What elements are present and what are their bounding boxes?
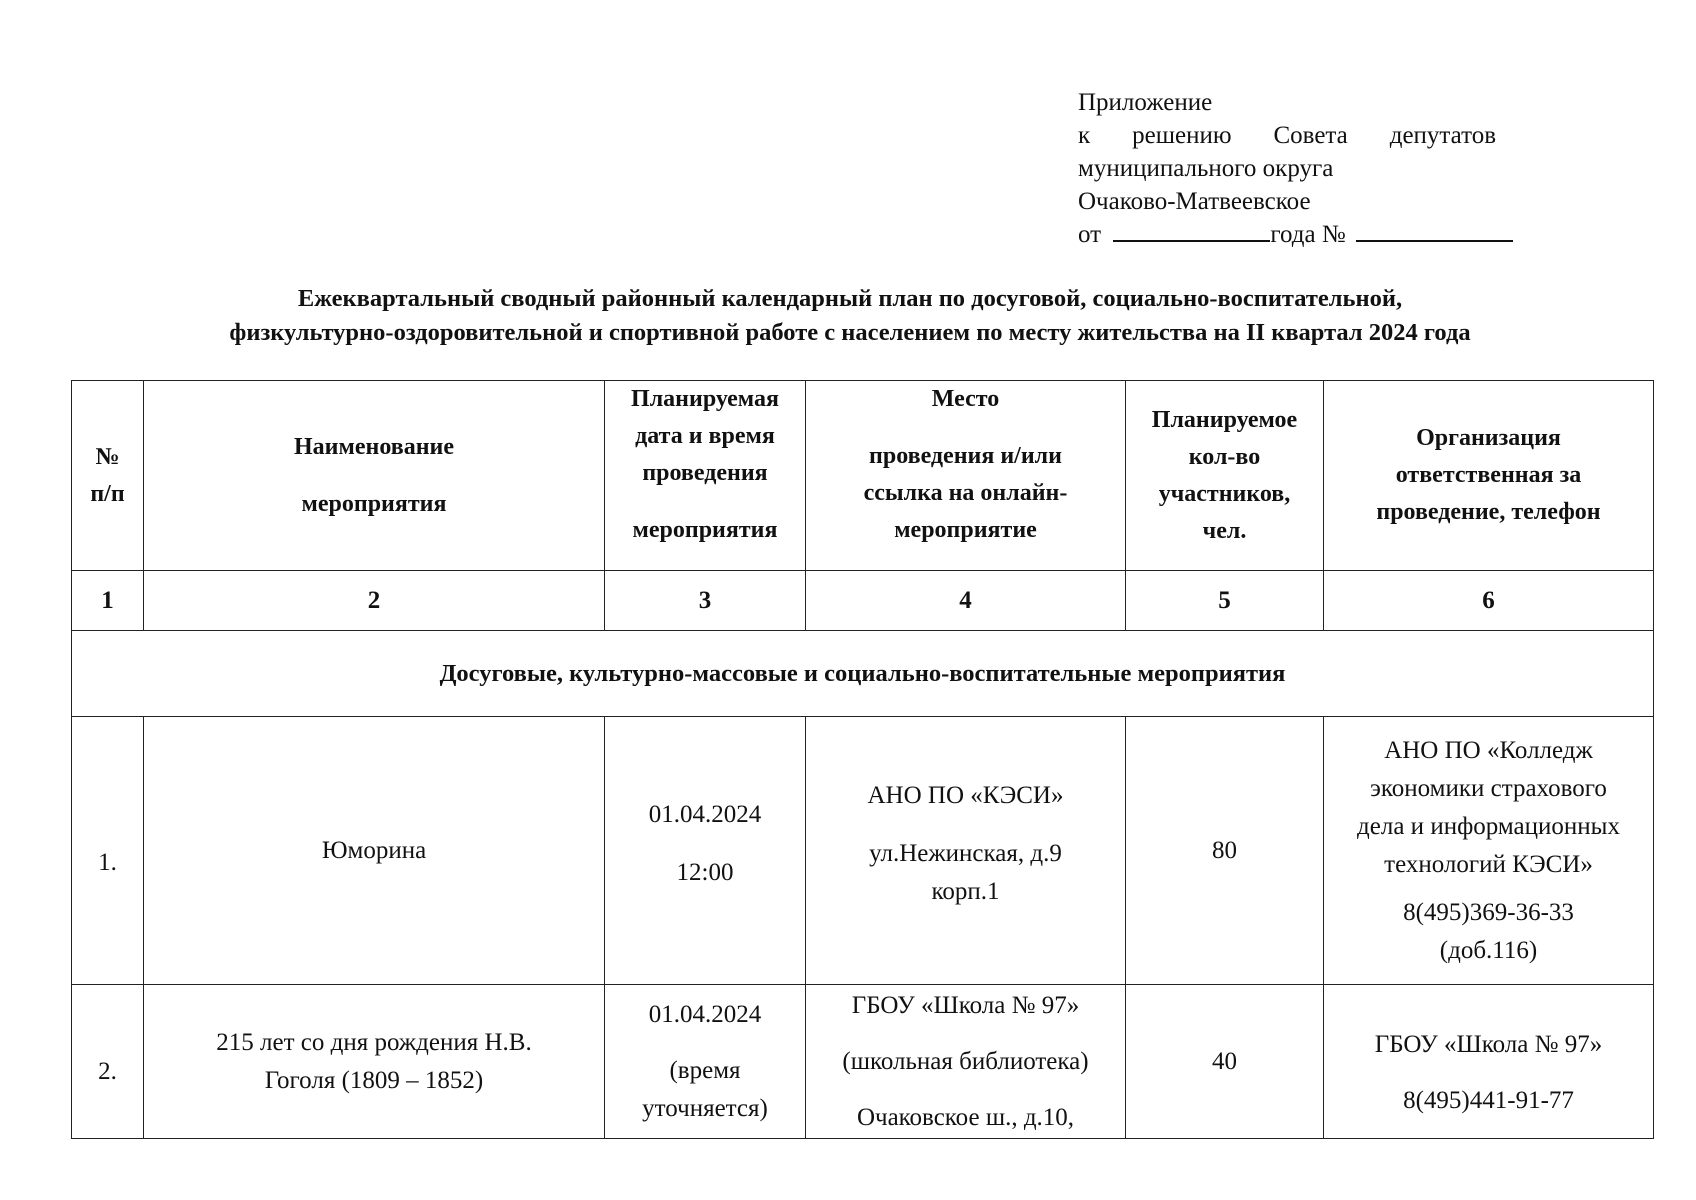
header-date-time xyxy=(605,381,806,571)
organization xyxy=(1324,717,1654,985)
event-place xyxy=(806,717,1126,985)
appendix-block xyxy=(1078,86,1496,251)
header-text: участников, xyxy=(1158,480,1291,507)
place-address: корп.1 xyxy=(931,877,1000,905)
document-title xyxy=(80,282,1620,350)
event-date: 01.04.2024 xyxy=(648,800,762,828)
table-header-row xyxy=(72,381,1654,571)
column-number: 2 xyxy=(144,571,605,631)
header-text: чел. xyxy=(1202,517,1247,544)
header-text: проведение, телефон xyxy=(1376,499,1601,525)
org-name: АНО ПО «Колледж xyxy=(1384,736,1593,764)
appendix-label: Приложение xyxy=(1078,89,1213,116)
place-address: Очаковское ш., д.10, xyxy=(856,1103,1075,1131)
column-number: 1 xyxy=(72,571,144,631)
event-time: уточняется) xyxy=(642,1094,768,1122)
header-place xyxy=(806,381,1126,571)
header-text: проведения и/или xyxy=(869,443,1062,469)
header-text: п/п xyxy=(90,480,125,507)
org-name: экономики страхового xyxy=(1370,774,1607,802)
header-text: кол-во xyxy=(1188,443,1261,470)
header-text: мероприятия xyxy=(632,517,778,543)
appendix-district-name: Очаково-Матвеевское xyxy=(1078,188,1311,215)
appendix-date-line xyxy=(1078,218,1496,251)
header-text: проведения xyxy=(642,460,768,486)
column-numbers-row xyxy=(72,571,1654,631)
place-name: ГБОУ «Школа № 97» xyxy=(851,991,1080,1019)
row-number: 2. xyxy=(72,985,144,1139)
date-middle: года № xyxy=(1270,221,1346,248)
event-datetime xyxy=(605,717,806,985)
participants-count: 40 xyxy=(1126,985,1324,1139)
header-text: № xyxy=(95,443,120,470)
header-text: Планируемая xyxy=(631,386,779,412)
header-text: ссылка на онлайн- xyxy=(863,480,1068,506)
org-phone-ext: (доб.116) xyxy=(1439,936,1538,964)
date-prefix: от xyxy=(1078,221,1102,248)
appendix-district: муниципального округа xyxy=(1078,155,1334,182)
place-address: ул.Нежинская, д.9 xyxy=(869,839,1062,867)
header-number xyxy=(72,381,144,571)
appendix-word: депутатов xyxy=(1389,122,1496,149)
organization xyxy=(1324,985,1654,1139)
org-phone: 8(495)441-91-77 xyxy=(1403,1086,1574,1114)
appendix-decision-line xyxy=(1078,119,1496,152)
header-event-name xyxy=(144,381,605,571)
header-participants xyxy=(1126,381,1324,571)
number-blank xyxy=(1356,218,1513,242)
event-date: 01.04.2024 xyxy=(648,1000,762,1028)
header-text: Организация xyxy=(1416,425,1561,451)
event-datetime xyxy=(605,985,806,1139)
title-line-2: физкультурно-оздоровительной и спортивной работе с населением по месту жительства на II квартал 2024 года xyxy=(229,319,1471,346)
org-name: технологий КЭСИ» xyxy=(1384,850,1593,878)
section-title: Досуговые, культурно-массовые и социально-воспитательные мероприятия xyxy=(72,631,1654,717)
title-line-1: Ежеквартальный сводный районный календарный план по досуговой, социально-воспитательной, xyxy=(297,285,1403,312)
header-text: Планируемое xyxy=(1151,406,1298,433)
appendix-word: Совета xyxy=(1273,122,1348,149)
event-time: (время xyxy=(669,1056,741,1084)
header-text: мероприятие xyxy=(894,517,1037,543)
table-row xyxy=(72,985,1654,1139)
plan-table xyxy=(71,380,1654,1139)
header-text: мероприятия xyxy=(301,490,447,517)
appendix-word: решению xyxy=(1132,122,1232,149)
header-organization xyxy=(1324,381,1654,571)
header-text: ответственная за xyxy=(1395,462,1582,488)
column-number: 6 xyxy=(1324,571,1654,631)
appendix-word: к xyxy=(1078,122,1091,149)
place-subtitle: (школьная библиотека) xyxy=(842,1047,1089,1075)
header-text: Место xyxy=(931,386,1000,412)
header-text: дата и время xyxy=(635,423,775,449)
event-name-line: Гоголя (1809 – 1852) xyxy=(264,1066,484,1094)
org-phone: 8(495)369-36-33 xyxy=(1403,898,1574,926)
place-name: АНО ПО «КЭСИ» xyxy=(867,781,1064,809)
column-number: 3 xyxy=(605,571,806,631)
row-number: 1. xyxy=(72,717,144,985)
event-name xyxy=(144,985,605,1139)
event-name-line: 215 лет со дня рождения Н.В. xyxy=(216,1028,532,1056)
date-blank xyxy=(1113,218,1270,242)
participants-count: 80 xyxy=(1126,717,1324,985)
event-place xyxy=(806,985,1126,1139)
header-text: Наименование xyxy=(294,433,454,460)
org-name: ГБОУ «Школа № 97» xyxy=(1374,1030,1603,1058)
column-number: 5 xyxy=(1126,571,1324,631)
event-name: Юморина xyxy=(144,717,605,985)
event-time: 12:00 xyxy=(676,858,734,886)
column-number: 4 xyxy=(806,571,1126,631)
table-row xyxy=(72,717,1654,985)
section-row xyxy=(72,631,1654,717)
org-name: дела и информационных xyxy=(1357,812,1620,840)
